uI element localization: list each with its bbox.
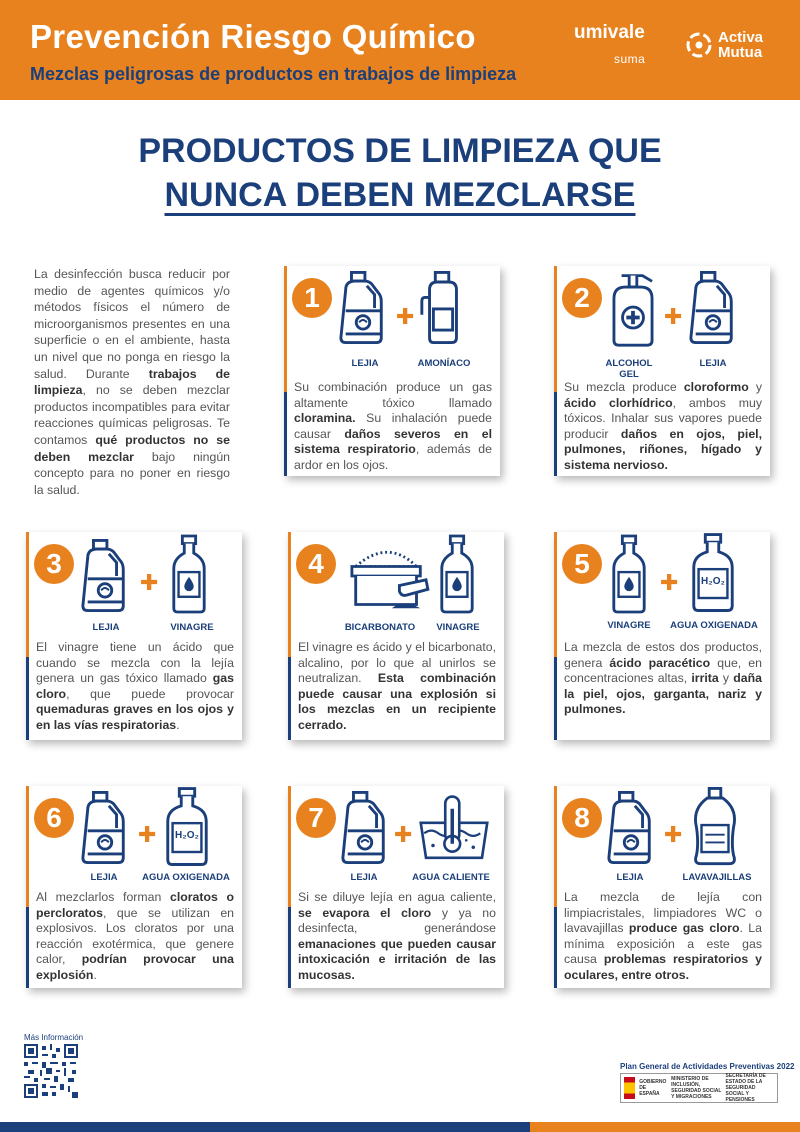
card-accent-navy (284, 392, 287, 476)
bleach-jug-icon (688, 268, 738, 346)
desc-bold: ácido clorhídrico (564, 395, 673, 410)
main-title-line1: PRODUCTOS DE LIMPIEZA QUE (138, 132, 662, 170)
desc-text: El vinagre tiene un ácido que cuando se mezcla con la lejía genera un gas tóxico llamado (36, 640, 234, 686)
hydrogen-peroxide-bottle-icon (688, 532, 738, 614)
card-number: 8 (562, 798, 602, 838)
card-accent-orange (288, 786, 291, 907)
plus-icon: ✚ (140, 570, 159, 595)
formula: H₂O₂ (175, 830, 199, 841)
desc-text: , ambos muy tóxicos. Inhalar sus vapores puede producir (564, 395, 763, 441)
label-a: LEJIA (616, 872, 644, 883)
label-a: BICARBONATO (344, 622, 416, 633)
intro-paragraph (34, 266, 230, 498)
bleach-jug-icon (606, 788, 656, 866)
desc-bold: emanaciones que pueden causar intoxicación e irritación de las mucosas. (298, 936, 496, 982)
header-banner (0, 0, 800, 100)
label-a: LEJIA (92, 622, 120, 633)
label-b: AGUA OXIGENADA (670, 620, 758, 631)
plus-icon: ✚ (394, 822, 413, 847)
desc-bold: podrían provocar una explosión (36, 952, 235, 982)
card-accent-navy (554, 657, 557, 740)
desc-bold: Esta combinación puede causar una explosión si los mezclas en un recipiente cerrado. (298, 671, 496, 732)
dish-soap-bottle-icon (688, 786, 742, 868)
main-title-line2: NUNCA DEBEN MEZCLARSE (164, 176, 636, 214)
suma-logo: suma (614, 52, 646, 66)
desc-bold: cloramina. (294, 411, 356, 426)
desc-bold: produce gas cloro (628, 921, 740, 936)
desc-bold: daños severos en el sistema respiratorio (294, 426, 493, 457)
card-description (298, 890, 496, 984)
desc-bold: problemas respiratorios y oculares, entre otros. (564, 952, 762, 982)
intro-text-1: La desinfección busca reducir por medio de agentes químicos y/o métodos físicos el número de microorganismos presentes en una superficie o en el ambiente, hasta un nivel que no ponga en riesgo la salud. Durante (34, 267, 230, 381)
card-accent-navy (288, 657, 291, 740)
label-b: VINAGRE (436, 622, 480, 633)
label-a: VINAGRE (607, 620, 651, 631)
card-accent-navy (554, 907, 557, 988)
card-accent-orange (554, 532, 557, 657)
mutua-text: Mutua (718, 44, 763, 61)
bleach-jug-icon (340, 788, 390, 866)
mix-card-6 (26, 786, 242, 988)
card-description (36, 890, 234, 984)
card-accent-orange (284, 266, 287, 392)
label-b: AMONÍACO (417, 358, 471, 369)
header-title: Prevención Riesgo Químico (30, 18, 476, 55)
desc-text: , además de ardor en los ojos. (294, 442, 492, 472)
card-number: 2 (562, 278, 602, 318)
mix-card-2 (554, 266, 770, 476)
desc-text: . (176, 717, 180, 732)
card-number: 6 (34, 798, 74, 838)
desc-text: y (748, 380, 762, 394)
qr-code-icon[interactable] (24, 1044, 78, 1098)
plus-icon: ✚ (660, 570, 679, 595)
desc-bold: daña la piel, ojos, garganta, nariz y pulmones. (564, 671, 762, 717)
activa-text: Activa (718, 29, 764, 46)
desc-bold: ácido paracético (609, 655, 711, 670)
label-a: LEJIA (350, 872, 378, 883)
hot-water-thermometer-icon (412, 790, 496, 866)
mix-card-5 (554, 532, 770, 740)
card-description (36, 640, 234, 734)
desc-text: Si se diluye lejía en agua caliente, (298, 890, 496, 904)
card-number: 4 (296, 544, 336, 584)
secretary-label: SECRETARÍA DE ESTADO DE LA SEGURIDAD SOCIAL Y PENSIONES (725, 1073, 766, 1103)
card-number: 7 (296, 798, 336, 838)
mix-card-7 (288, 786, 504, 988)
card-accent-orange (288, 532, 291, 657)
desc-text: Su combinación produce un gas altamente tóxico llamado (294, 380, 492, 410)
card-description (564, 640, 762, 718)
label-a: ALCOHOL GEL (605, 358, 653, 380)
gov-label: GOBIERNO DE ESPAÑA (639, 1079, 667, 1097)
card-accent-orange (554, 786, 557, 907)
desc-bold: cloratos o percloratos (36, 890, 234, 920)
card-accent-orange (554, 266, 557, 392)
intro-bold-1: trabajos de limpieza (34, 366, 230, 398)
card-accent-orange (26, 786, 29, 907)
baking-soda-icon (342, 538, 434, 614)
desc-bold: daños en ojos, piel, pulmones, riñones, hígado y sistema nervioso. (564, 426, 763, 472)
plan-title: Plan General de Actividades Preventivas 2022 (620, 1062, 795, 1071)
bleach-jug-icon (80, 536, 130, 614)
label-a: LEJIA (90, 872, 118, 883)
card-number: 3 (34, 544, 74, 584)
card-description (298, 640, 496, 734)
vinegar-bottle-icon (610, 534, 648, 614)
desc-text: y (718, 671, 734, 686)
plus-icon: ✚ (664, 304, 683, 329)
label-b: VINAGRE (170, 622, 214, 633)
umivale-logo: umivale (574, 22, 645, 43)
mix-card-1 (284, 266, 500, 476)
card-accent-navy (26, 907, 29, 988)
plus-icon: ✚ (138, 822, 157, 847)
vinegar-bottle-icon (438, 534, 476, 614)
desc-bold: gas cloro (36, 671, 234, 701)
mix-card-3 (26, 532, 242, 740)
card-number: 1 (292, 278, 332, 318)
card-accent-navy (288, 907, 291, 988)
desc-text: , que puede provocar (66, 686, 234, 701)
ministry-label: MINISTERIO DE INCLUSIÓN, SEGURIDAD SOCIAL Y MIGRACIONES (671, 1076, 722, 1100)
label-b: LAVAVAJILLAS (682, 872, 752, 883)
bottom-bar-orange (530, 1122, 800, 1132)
desc-text: La mezcla de lejía con limpiacristales, limpiadores WC o lavavajillas (564, 890, 762, 936)
label-b: AGUA CALIENTE (412, 872, 490, 883)
label-b: AGUA OXIGENADA (142, 872, 230, 883)
mix-card-8 (554, 786, 770, 988)
desc-text: , que se utilizan en explosivos. Los cloratos por una reacción exotérmica, que genere calor, (36, 905, 234, 967)
card-description (564, 890, 762, 984)
spain-flag-icon (624, 1077, 635, 1099)
mix-card-4 (288, 532, 504, 740)
ammonia-jug-icon (418, 268, 468, 346)
desc-text: La mezcla de estos dos productos, genera (564, 640, 762, 670)
desc-bold: cloroformo (683, 380, 749, 394)
label-a: LEJIA (351, 358, 379, 369)
intro-bold-2: qué productos no se deben mezclar (34, 432, 230, 464)
header-subtitle: Mezclas peligrosas de productos en trabajos de limpieza (30, 64, 517, 84)
card-accent-navy (554, 392, 557, 476)
bleach-jug-icon (80, 788, 130, 866)
main-title-line2-wrapper (0, 176, 800, 215)
desc-text: . La mínima exposición a este gas causa (564, 921, 762, 967)
hydrogen-peroxide-bottle-icon (162, 786, 212, 868)
alcohol-gel-pump-icon (606, 268, 660, 348)
card-accent-navy (26, 657, 29, 740)
bleach-jug-icon (338, 268, 388, 346)
card-number: 5 (562, 544, 602, 584)
desc-text: Su mezcla produce (564, 380, 684, 394)
government-logos (620, 1073, 778, 1103)
card-accent-orange (26, 532, 29, 657)
desc-bold: se evapora el cloro (298, 905, 432, 920)
intro-text-3: bajo ningún concepto para no poner en riesgo la salud. (34, 449, 230, 497)
more-info-label: Más Información (24, 1033, 84, 1042)
desc-text: El vinagre es ácido y el bicarbonato, alcalino, por lo que al unirlos se neutralizan. (298, 640, 496, 686)
activa-mutua-logo (686, 30, 763, 60)
desc-text: . (93, 967, 97, 982)
plus-icon: ✚ (664, 822, 683, 847)
vinegar-bottle-icon (170, 534, 208, 614)
desc-text: Al mezclarlos forman (36, 890, 170, 904)
desc-text: y ya no desinfecta, generándose (298, 905, 496, 936)
bottom-bar-navy (0, 1122, 530, 1132)
card-description (564, 380, 762, 474)
activa-mutua-emblem-icon (686, 32, 712, 58)
intro-text-2: , no se deben mezclar productos incompatibles para evitar reacciones químicas peligrosas. Te contamos (34, 383, 230, 447)
card-description (294, 380, 492, 474)
desc-text: que, en concentraciones altas, (564, 655, 762, 686)
label-b: LEJIA (699, 358, 727, 369)
bottom-bar (0, 1122, 800, 1132)
desc-bold: irrita (691, 671, 719, 686)
plus-icon: ✚ (396, 304, 415, 329)
formula: H₂O₂ (701, 576, 725, 587)
desc-bold: quemaduras graves en los ojos y en las vías respiratorias (36, 702, 234, 732)
desc-text: Su inhalación puede causar (294, 411, 492, 441)
